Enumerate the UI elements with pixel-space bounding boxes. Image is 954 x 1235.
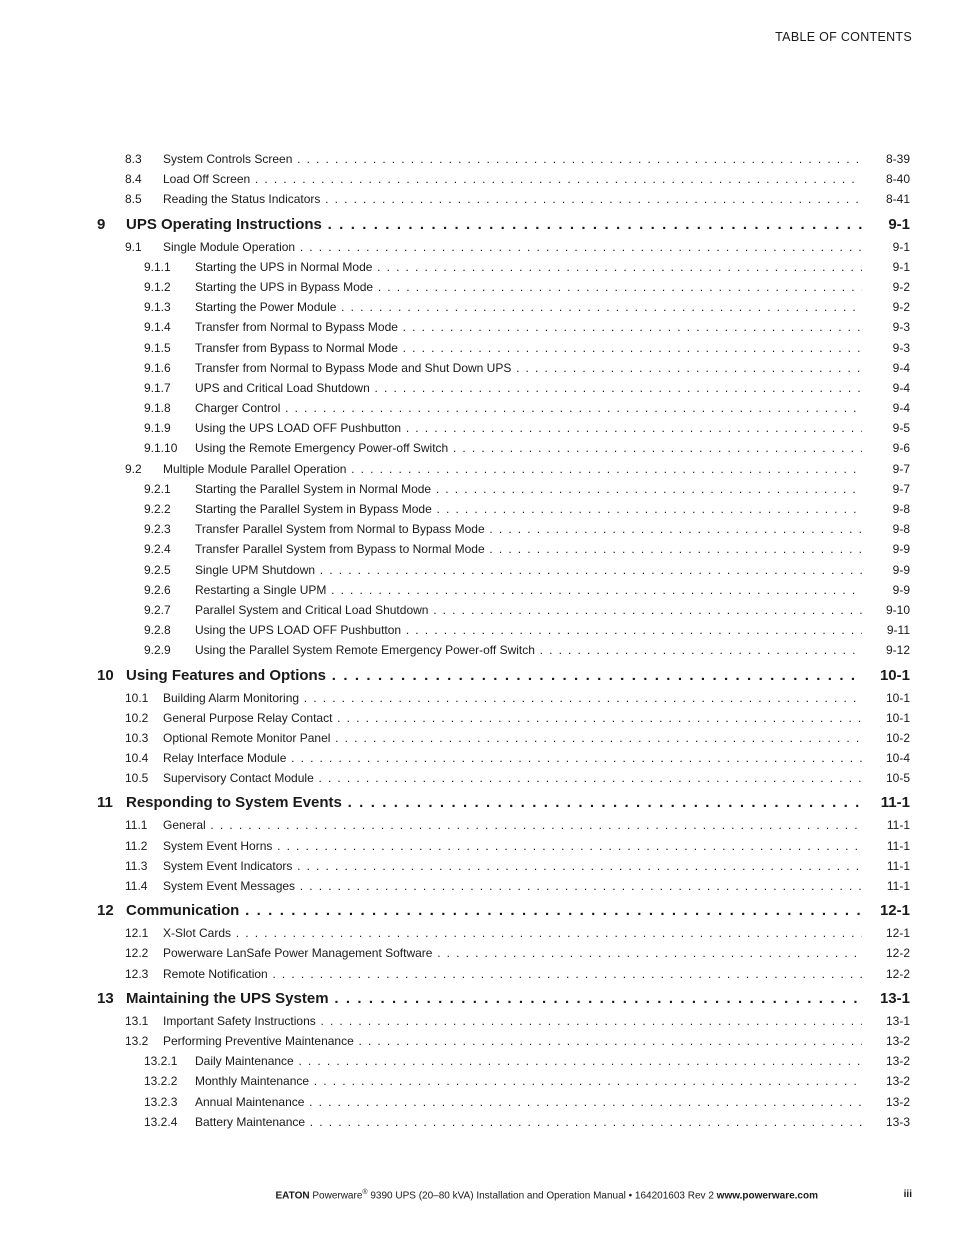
toc-entry-number: 9.1.7 [144,380,171,395]
toc-entry[interactable] [0,540,954,560]
toc-entry[interactable] [0,460,954,480]
toc-entry[interactable] [0,1093,954,1113]
toc-entry-number: 10.1 [125,690,149,705]
toc-entry-number: 8.4 [125,172,142,187]
section-header: TABLE OF CONTENTS [775,30,912,44]
toc-entry-number: 9.2 [125,461,142,476]
toc-entry-page: 9-10 [885,602,910,617]
toc-entry-page: 9-12 [885,643,910,658]
toc-entry-title: Starting the Parallel System in Normal Mode . . . [195,482,862,496]
toc-entry-page: 11-1 [886,858,910,873]
toc-entry-page: 10-1 [885,690,910,705]
toc-entry-number: 10 [97,666,114,684]
toc-entry[interactable] [0,150,954,170]
toc-entry-number: 10.4 [125,751,149,766]
toc-entry-number: 9.2.3 [144,522,171,537]
toc-entry-title: Using the Remote Emergency Power-off Switch . . . [195,441,862,455]
toc-entry-number: 9.2.4 [144,542,171,557]
toc-entry[interactable] [0,965,954,985]
toc-entry-page: 13-2 [885,1054,910,1069]
toc-entry[interactable] [0,729,954,749]
toc-entry-title: Using the UPS LOAD OFF Pushbutton . . . [195,623,862,637]
toc-entry-number: 13.2.1 [144,1054,178,1069]
toc-entry-number: 11.4 [125,879,148,893]
footer-product: Powerware [312,1190,363,1202]
toc-entry[interactable] [0,816,954,836]
toc-entry-title: UPS and Critical Load Shutdown . . . [195,381,862,395]
toc-entry-number: 9.1.2 [144,279,171,294]
toc-entry-title: Transfer from Bypass to Normal Mode . . . [195,341,862,355]
toc-entry-title: Charger Control . . . [195,401,862,415]
toc-entry-title: UPS Operating Instructions . . . [126,216,862,233]
toc-entry-page: 11-1 [886,879,910,893]
toc-entry[interactable] [0,601,954,621]
toc-entry-page: 9-4 [892,360,910,375]
toc-entry[interactable] [0,1032,954,1052]
toc-entry-page: 9-6 [892,441,910,456]
toc-entry-number: 13.2.3 [144,1094,178,1109]
toc-entry-page: 9-3 [892,320,910,335]
toc-entry-number: 9.2.8 [144,623,171,638]
toc-entry-title: Starting the UPS in Normal Mode . . . [195,260,862,274]
toc-entry-number: 9.1.3 [144,300,171,315]
toc-entry-page: 13-3 [885,1114,910,1129]
toc-entry-title: Reading the Status Indicators . . . [163,192,862,206]
toc-entry-title: Transfer from Normal to Bypass Mode and Shut Down UPS . . . [195,361,862,375]
toc-entry-page: 10-2 [885,730,910,745]
toc-chapter-entry[interactable] [0,662,954,688]
toc-chapter-entry[interactable] [0,897,954,923]
toc-entry-page: 13-2 [885,1074,910,1089]
toc-entry-title: Transfer Parallel System from Normal to Bypass Mode . . . [195,522,862,536]
toc-entry-number: 12.1 [125,926,149,941]
toc-entry[interactable] [0,170,954,190]
toc-entry-number: 9.1.1 [144,259,171,274]
toc-entry-number: 13.1 [125,1013,149,1028]
toc-entry-number: 13 [97,989,114,1007]
toc-entry-title: Relay Interface Module . . . [163,751,862,765]
toc-entry-title: Maintaining the UPS System . . . [126,990,862,1007]
toc-entry-title: Starting the UPS in Bypass Mode . . . [195,280,862,294]
toc-entry-title: Starting the Power Module . . . [195,300,862,314]
toc-entry-number: 9 [97,215,106,233]
toc-entry-title: Important Safety Instructions . . . [163,1014,862,1028]
toc-entry[interactable] [0,1052,954,1072]
toc-entry-title: System Event Horns . . . [163,839,862,853]
toc-entry-number: 11 [97,794,113,812]
toc-entry-number: 13.2.2 [144,1074,178,1089]
toc-entry-number: 8.5 [125,192,142,207]
toc-entry-number: 10.2 [125,710,149,725]
toc-entry[interactable] [0,769,954,789]
toc-entry[interactable] [0,857,954,877]
toc-entry-page: 9-1 [888,215,910,233]
toc-entry-title: Annual Maintenance . . . [195,1095,862,1109]
toc-entry-page: 11-1 [886,838,910,853]
toc-entry[interactable] [0,641,954,661]
toc-entry-title: Parallel System and Critical Load Shutdown . . . [195,603,862,617]
toc-entry-number: 10.5 [125,771,149,786]
toc-entry-page: 11-1 [880,794,910,812]
toc-entry-page: 9-8 [892,502,910,516]
toc-entry-title: Communication . . . [126,902,862,919]
toc-entry-title: Multiple Module Parallel Operation . . . [163,462,862,476]
toc-entry-title: Supervisory Contact Module . . . [163,771,862,785]
toc-entry[interactable] [0,749,954,769]
toc-entry-page: 9-9 [892,562,910,577]
toc-entry-number: 9.1.5 [144,340,171,355]
toc-entry[interactable] [0,278,954,298]
toc-entry-page: 12-1 [879,902,910,920]
toc-entry-number: 9.1.8 [144,401,171,416]
toc-entry-title: Remote Notification . . . [163,967,862,981]
toc-entry-title: Using the Parallel System Remote Emergency Power-off Switch . . . [195,643,862,657]
toc-entry-page: 8-39 [885,152,910,166]
toc-entry[interactable] [0,379,954,399]
toc-entry-title: Performing Preventive Maintenance . . . [163,1034,862,1048]
toc-entry-page: 10-4 [885,751,910,766]
toc-entry-page: 10-1 [879,666,910,684]
toc-entry-title: Starting the Parallel System in Bypass Mode . . . [195,502,862,516]
toc-entry-title: General Purpose Relay Contact . . . [163,711,862,725]
toc-entry-title: Battery Maintenance . . . [195,1115,862,1129]
footer-page-number: iii [903,1189,912,1200]
footer-website: www.powerware.com [716,1190,818,1202]
toc-chapter-entry[interactable] [0,789,954,815]
toc-entry-number: 10.3 [125,730,149,745]
toc-entry-title: Monthly Maintenance . . . [195,1074,862,1088]
toc-entry-title: Transfer Parallel System from Bypass to Normal Mode . . . [195,542,862,556]
toc-entry[interactable] [0,1072,954,1092]
toc-entry[interactable] [0,689,954,709]
table-of-contents [0,150,954,1133]
toc-entry-page: 13-2 [885,1033,910,1048]
toc-entry-page: 13-1 [879,989,910,1007]
toc-entry-page: 13-1 [885,1013,910,1028]
toc-entry-page: 9-11 [886,623,910,638]
toc-entry[interactable] [0,298,954,318]
toc-entry-page: 9-9 [892,582,910,597]
toc-entry-number: 9.2.6 [144,582,171,597]
toc-entry[interactable] [0,439,954,459]
toc-entry[interactable] [0,359,954,379]
toc-entry-title: Optional Remote Monitor Panel . . . [163,731,862,745]
toc-entry-page: 9-1 [892,239,910,254]
footer-text [276,1189,819,1201]
toc-entry-number: 9.2.7 [144,602,171,617]
toc-entry-page: 9-1 [892,259,910,274]
toc-chapter-entry[interactable] [0,985,954,1011]
toc-entry-title: Restarting a Single UPM . . . [195,583,862,597]
toc-entry[interactable] [0,318,954,338]
toc-entry-page: 9-2 [892,279,910,294]
toc-entry-title: Single Module Operation . . . [163,240,862,254]
toc-entry-title: Transfer from Normal to Bypass Mode . . . [195,320,862,334]
toc-entry-page: 12-1 [885,926,910,941]
toc-entry-number: 12.2 [125,946,149,961]
toc-entry-title: System Controls Screen . . . [163,152,862,166]
toc-entry-number: 11.2 [125,838,148,853]
footer-registered-mark: ® [362,1189,368,1196]
toc-chapter-entry[interactable] [0,211,954,237]
toc-entry[interactable] [0,419,954,439]
toc-entry-page: 9-9 [892,542,910,557]
toc-entry-title: Using Features and Options . . . [126,667,862,684]
toc-entry-title: Powerware LanSafe Power Management Software . . . [163,946,862,960]
toc-entry[interactable] [0,877,954,897]
toc-entry[interactable] [0,258,954,278]
toc-entry-number: 9.1 [125,239,142,254]
toc-entry-page: 10-5 [885,771,910,786]
toc-entry-page: 9-4 [892,380,910,395]
toc-entry-title: X-Slot Cards . . . [163,926,862,940]
toc-entry-title: Using the UPS LOAD OFF Pushbutton . . . [195,421,862,435]
toc-entry-page: 9-2 [892,300,910,315]
toc-entry-number: 9.1.4 [144,320,171,335]
toc-entry[interactable] [0,399,954,419]
toc-entry-number: 9.1.10 [144,441,178,456]
toc-entry[interactable] [0,500,954,520]
toc-entry-page: 9-5 [892,421,910,436]
toc-entry-number: 13.2.4 [144,1114,178,1129]
toc-entry-title: General . . . [163,818,862,832]
toc-entry[interactable] [0,581,954,601]
toc-entry[interactable] [0,480,954,500]
toc-entry-number: 9.1.9 [144,421,171,436]
toc-entry-page: 9-3 [892,340,910,355]
toc-entry-page: 9-7 [892,481,910,496]
toc-entry-page: 9-4 [892,401,910,416]
toc-entry-page: 8-41 [885,192,910,207]
toc-entry[interactable] [0,621,954,641]
toc-entry[interactable] [0,944,954,964]
toc-entry-number: 9.2.9 [144,643,171,658]
toc-entry[interactable] [0,339,954,359]
toc-entry-title: System Event Messages . . . [163,879,862,893]
toc-entry[interactable] [0,1012,954,1032]
toc-entry-page: 11-1 [886,818,910,833]
toc-entry-title: Building Alarm Monitoring . . . [163,691,862,705]
toc-entry-title: Single UPM Shutdown . . . [195,563,862,577]
toc-entry[interactable] [0,924,954,944]
toc-entry-number: 9.2.5 [144,562,171,577]
toc-entry-page: 9-8 [892,522,910,537]
footer-brand: EATON [275,1190,310,1202]
toc-entry-title: Load Off Screen . . . [163,172,862,186]
toc-entry-number: 9.2.1 [144,481,171,496]
toc-entry-number: 12 [97,902,114,920]
footer-description: 9390 UPS (20–80 kVA) Installation and Operation Manual • 164201603 Rev 2 [367,1190,717,1202]
toc-entry-number: 8.3 [125,152,142,166]
toc-entry-page: 9-7 [892,461,910,476]
toc-entry-number: 11.3 [125,858,148,873]
toc-entry-page: 13-2 [885,1094,910,1109]
toc-entry-number: 9.2.2 [144,502,171,516]
toc-entry-number: 12.3 [125,966,149,981]
toc-entry[interactable] [0,709,954,729]
toc-entry-number: 13.2 [125,1033,149,1048]
toc-entry[interactable] [0,190,954,210]
toc-entry-page: 10-1 [885,710,910,725]
toc-entry-title: System Event Indicators . . . [163,859,862,873]
toc-entry[interactable] [0,520,954,540]
toc-entry[interactable] [0,837,954,857]
toc-entry-number: 9.1.6 [144,360,171,375]
toc-entry-number: 11.1 [125,818,148,833]
toc-entry[interactable] [0,561,954,581]
toc-entry[interactable] [0,238,954,258]
toc-entry[interactable] [0,1113,954,1133]
toc-entry-title: Responding to System Events . . . [126,794,862,811]
toc-entry-page: 12-2 [885,946,910,961]
toc-entry-page: 12-2 [885,966,910,981]
toc-entry-title: Daily Maintenance . . . [195,1054,862,1068]
toc-entry-page: 8-40 [885,172,910,187]
